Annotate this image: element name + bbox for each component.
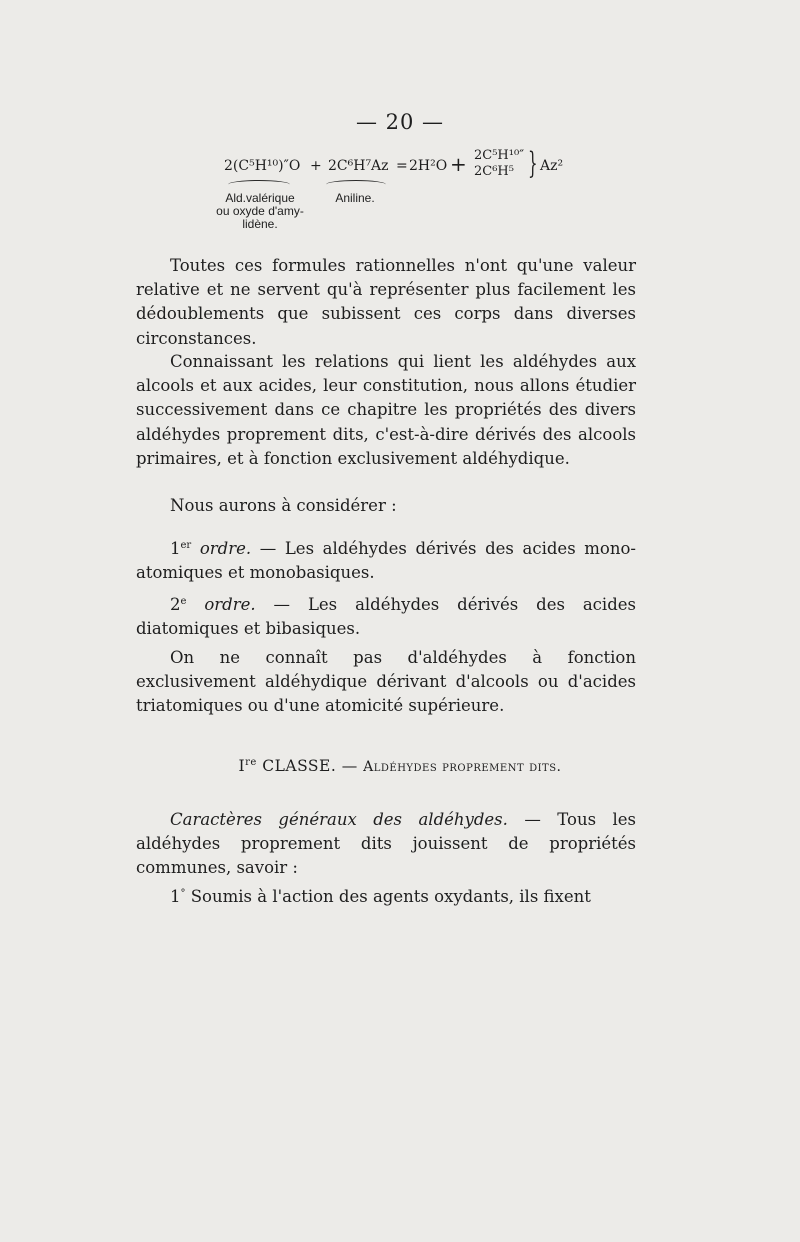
paragraph-second-order [136, 590, 636, 641]
paragraph-general-characters [136, 808, 636, 881]
heading-main: CLASSE. — [256, 757, 364, 775]
paragraph-body: — Tous les aldéhydes proprement dits jouissent de propriétés communes, savoir : [136, 810, 636, 878]
formula-label-line: ou oxyde d'amy- [216, 204, 304, 218]
paragraph-formulas: Toutes ces formules rationnelles n'ont qu'une valeur relative et ne servent qu'à représenter plus facilement les dédoublements que subissent ces corps dans diverses circonstances. [136, 256, 636, 348]
paragraph-no-aldehydes: On ne connaît pas d'aldéhydes à fonction exclusivement aldéhydique dérivant d'alcools ou d'acides triatomiques ou d'une atomicité supérieure. [136, 648, 636, 716]
formula-equals: = [396, 158, 408, 174]
order-text: — Les aldéhydes dérivés des acides mono-atomiques et monobasiques. [136, 539, 636, 583]
page-number: — 20 — [355, 110, 445, 134]
heading-number: I [238, 757, 246, 775]
formula-underbrace [228, 180, 290, 189]
paragraph-label: Caractères généraux des aldéhydes. [170, 810, 508, 829]
order-suffix: e [180, 596, 187, 607]
formula-label-line: lidène. [242, 217, 278, 231]
formula-plus: + [310, 158, 322, 174]
formula-label-aniline: Aniline. [335, 191, 375, 205]
formula-label-valeric [210, 192, 310, 231]
formula-term-az: Az² [540, 158, 564, 174]
formula-label-line: Ald.valérique [225, 191, 295, 205]
item-degree: ° [180, 888, 186, 899]
paragraph-oxidation [136, 882, 636, 909]
order-label: ordre. [191, 539, 252, 558]
formula-stack-bottom: 2C⁶H⁵ [474, 164, 514, 179]
formula-plus: + [450, 152, 467, 176]
order-number: 2 [170, 595, 181, 614]
order-label: ordre. [186, 595, 256, 614]
formula-term-water: 2H²O [409, 158, 448, 174]
order-text: — Les aldéhydes dérivés des acides diatomiques et bibasiques. [136, 595, 636, 639]
formula-term-valeric: 2(C⁵H¹⁰)″O [224, 158, 301, 174]
item-text: Soumis à l'action des agents oxydants, ils fixent [185, 887, 591, 906]
formula-stack-top: 2C⁵H¹⁰″ [474, 148, 525, 163]
heading-suffix: re [245, 757, 257, 768]
order-suffix: er [180, 540, 192, 551]
paragraph-consider: Nous aurons à considérer : [170, 496, 397, 515]
formula-underbrace [326, 180, 386, 189]
heading-subtitle: Aldéhydes proprement dits. [363, 759, 562, 775]
formula-stack [474, 148, 524, 180]
formula-term-aniline: 2C⁶H⁷Az [328, 158, 389, 174]
formula-brace: } [528, 146, 538, 181]
item-number: 1 [170, 887, 181, 906]
paragraph-first-order [136, 534, 636, 585]
order-number: 1 [170, 539, 181, 558]
section-heading [0, 757, 800, 775]
paragraph-relations: Connaissant les relations qui lient les aldéhydes aux alcools et aux acides, leur constitution, nous allons étudier successivement dans ce chapitre les propriétés des divers aldéhydes proprement dits, c'est-à-dire dérivés des alcools primaires, et à fonction exclusivement aldéhydique. [136, 352, 636, 468]
